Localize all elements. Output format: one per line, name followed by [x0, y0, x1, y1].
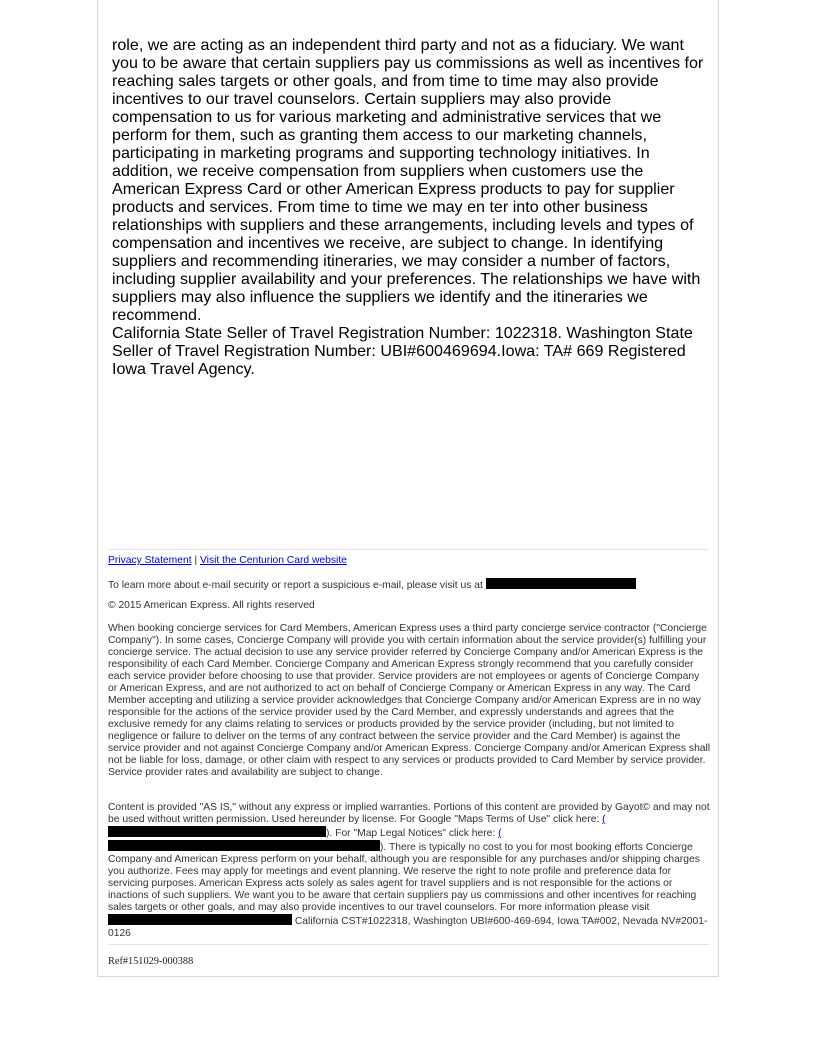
disclosure-section: [112, 36, 712, 378]
content-text-2: ). For "Map Legal Notices" click here:: [326, 828, 496, 839]
registration-paragraph: California State Seller of Travel Registration Number: 1022318. Washington State Seller of Travel Registration Number: UBI#600469694.Iowa: TA# 669 Registered Iowa Travel Agency.: [112, 324, 693, 378]
link-separator: |: [194, 555, 198, 566]
redacted-url: [486, 578, 636, 589]
content-disclaimer: [108, 802, 711, 940]
copyright: © 2015 American Express. All rights reserved: [108, 600, 315, 611]
security-text: To learn more about e-mail security or report a suspicious e-mail, please visit us at: [108, 580, 483, 591]
content-text-3: ). There is typically no cost to you for most booking efforts Concierge Company and American Express perform on your behalf, although you are responsible for any purchases and/or shipping charges you authorize. Fees may apply for meetings and event planning. We reserve the right to note profile and preference data for servicing purposes. American Express acts solely as sales agent for travel suppliers and is not responsible for the actions or inactions of such suppliers. We want you to be aware that certain suppliers pay us commissions and other incentives for reaching sales targets or other goals, and may also provide incentives to our travel counselors. For more information please visit: [108, 842, 700, 913]
content-text-4: California CST#1022318, Washington UBI#600-469-694, Iowa TA#002, Nevada NV#2001-0126: [108, 916, 708, 939]
redacted-maps-terms-url: [108, 826, 326, 837]
disclosure-paragraph: role, we are acting as an independent third party and not as a fiduciary. We want you to be aware that certain suppliers pay us commissions as well as incentives for reaching sales targets or other goals, and from time to time may also provide incentives to our travel counselors. Certain suppliers may also provide compensation to us for various marketing and administrative services that we perform for them, such as granting them access to our marketing channels, participating in marketing programs and supporting technology initiatives. In addition, we receive compensation from suppliers when customers use the American Express Card or other American Express products to pay for supplier products and services. From time to time we may en ter into other business relationships with suppliers and these arrangements, including levels and types of compensation and incentives we receive, are subject to change. In identifying suppliers and recommending itineraries, we may consider a number of factors, including supplier availability and your preferences. The relationships we have with suppliers may also influence the suppliers we identify and the itineraries we recommend.: [112, 36, 704, 324]
maps-terms-link[interactable]: (: [108, 814, 606, 839]
content-text-1: Content is provided "AS IS," without any express or implied warranties. Portions of this content are provided by Gayot© and may not be used without written permission. Used hereunder by license. For Google "Maps Terms of Use" click here:: [108, 802, 710, 825]
footer-links: [108, 555, 711, 567]
security-notice: [108, 578, 711, 592]
ref-divider: [108, 944, 709, 945]
redacted-legal-notices-url: [108, 840, 380, 851]
reference-number: Ref#151029-000388: [108, 956, 194, 967]
concierge-disclaimer: When booking concierge services for Card Members, American Express uses a third party concierge service contractor ("Concierge Company"). In some cases, Concierge Company will provide you with certain information about the service provider(s) fulfilling your concierge service. The actual decision to use any service provider referred by Concierge Company and/or American Express is the responsibility of each Card Member. Concierge Company and American Express strongly recommend that you carefully consider each service provider before choosing to use that provider. Service providers are not employees or agents of Concierge Company or American Express, and are not authorized to act on behalf of Concierge Company or American Express in any way. The Card Member accepting and utilizing a service provider acknowledges that Concierge Company and/or American Express are in no way responsible for the actions of the service provider used by the Card Member, and expressly understands and agrees that the exclusive remedy for any claims relating to services or products provided by the service provider (including, but not limited to negligence or failure to deliver on the terms of any contract between the service provider and the Card Member) is against the service provider and not against Concierge Company and/or American Express. Concierge Company and/or American Express shall not be liable for loss, damage, or other claim with respect to any services or products provided to Card Member by service provider. Service provider rates and availability are subject to change.: [108, 623, 711, 778]
redacted-info-url: [108, 914, 292, 925]
privacy-statement-link[interactable]: Privacy Statement: [108, 555, 192, 566]
map-legal-notices-link[interactable]: (: [108, 828, 502, 853]
centurion-card-link[interactable]: Visit the Centurion Card website: [200, 555, 347, 566]
footer-divider: [108, 549, 709, 550]
